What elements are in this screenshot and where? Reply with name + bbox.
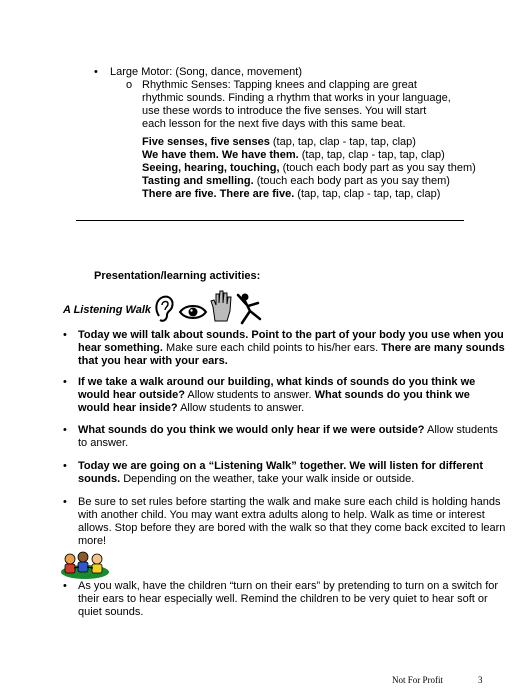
footer-text: Not For Profit: [392, 675, 444, 685]
rhythmic-senses-text: Rhythmic Senses: Tapping knees and clapping are great rhythmic sounds. Finding a rhythm that works in your language, use these words to introduce the five senses. You will start each lesson for the next five days with this same beat.: [142, 79, 451, 130]
eye-icon: [178, 302, 208, 322]
song-line: There are five. There are five. (tap, tap, clap - tap, tap, clap): [142, 188, 441, 200]
bullet-dot: •: [94, 66, 98, 78]
list-item: Be sure to set rules before starting the walk and make sure each child is holding hands with another child. You may want extra adults along to help. Walk as time or interest allows. Stop before they are bored with the walk so that they come back excited to learn more!: [78, 496, 506, 547]
list-item: What sounds do you think we would only hear if we were outside? Allow students to answer.: [78, 424, 498, 449]
list-item: Today we are going on a “Listening Walk” together. We will listen for different sounds. Depending on the weather, take your walk inside or outside.: [78, 460, 484, 485]
large-motor-line: Large Motor: (Song, dance, movement): [110, 66, 302, 78]
page-number: 3: [478, 675, 483, 685]
ear-icon: [153, 294, 175, 324]
hand-icon: [209, 289, 233, 323]
bullet-dot: •: [63, 580, 67, 592]
list-item: Today we will talk about sounds. Point to the part of your body you use when you hear something. Make sure each child points to his/her ears. There are many sounds that you hear with your ears.: [78, 329, 505, 367]
stretching-person-icon: [236, 291, 266, 325]
list-item: As you walk, have the children “turn on their ears” by pretending to turn on a switch for their ears to hear especially well. Remind the children to be very quiet to hear soft or quiet sounds.: [78, 580, 499, 618]
song-line: Seeing, hearing, touching, (touch each body part as you say them): [142, 162, 476, 174]
section-heading: Presentation/learning activities:: [94, 270, 261, 282]
song-line: Five senses, five senses (tap, tap, clap - tap, tap, clap): [142, 136, 416, 148]
children-group-icon: [60, 550, 110, 580]
bullet-dot: •: [63, 329, 67, 341]
bullet-dot: •: [63, 424, 67, 436]
list-item: If we take a walk around our building, what kinds of sounds do you think we would hear outside? Allow students to answer. What sounds do you think we would hear inside? Allow students to answer.: [78, 376, 476, 414]
song-line: We have them. We have them. (tap, tap, clap - tap, tap, clap): [142, 149, 445, 161]
bullet-dot: •: [63, 376, 67, 388]
song-line: Tasting and smelling. (touch each body part as you say them): [142, 175, 450, 187]
listening-walk-title: A Listening Walk: [63, 304, 152, 316]
bullet-dot: •: [63, 460, 67, 472]
song-lyrics: [142, 136, 476, 201]
sub-bullet: o: [126, 79, 133, 91]
bullet-dot: •: [63, 496, 67, 508]
horizontal-divider: [76, 220, 464, 221]
